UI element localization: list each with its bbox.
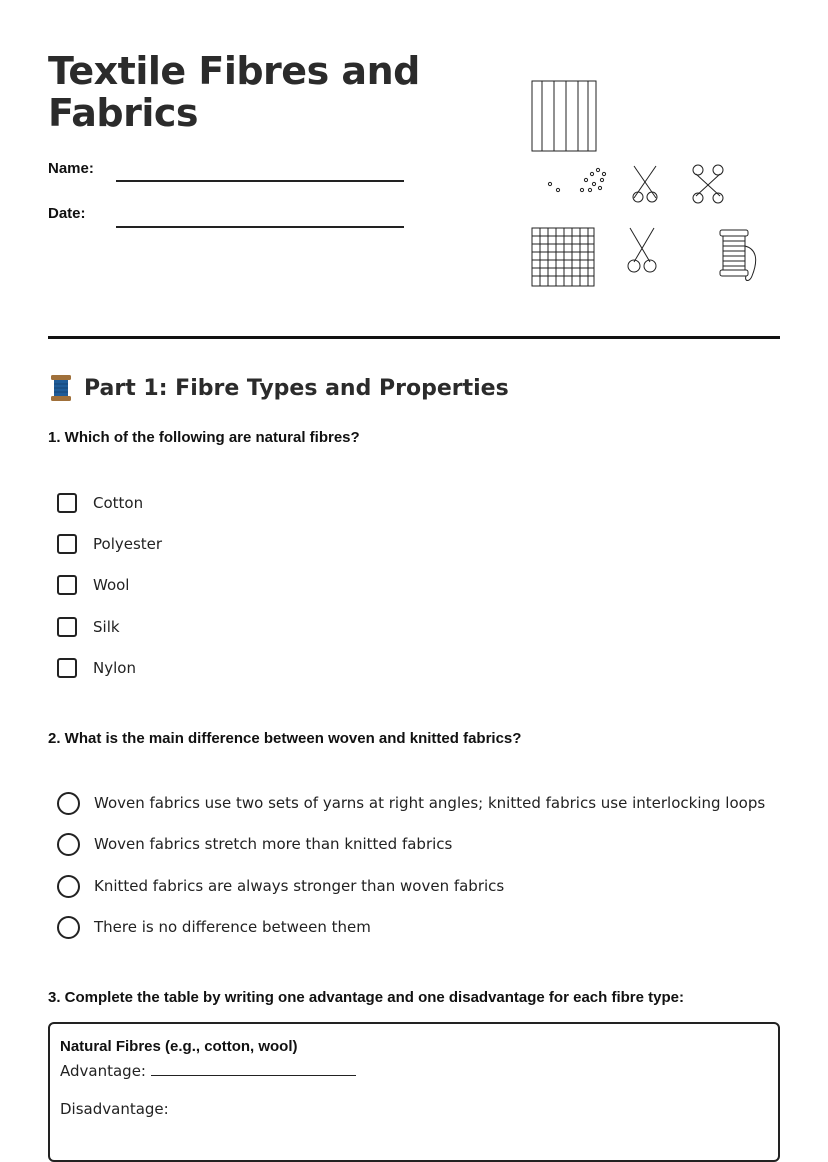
q1-option-nylon[interactable] — [57, 656, 136, 680]
name-label: Name: — [48, 160, 94, 177]
q1-option-polyester[interactable] — [57, 532, 162, 556]
radio-button[interactable] — [57, 833, 80, 856]
option-label: Woven fabrics stretch more than knitted fabrics — [94, 835, 453, 853]
question-1: 1. Which of the following are natural fibres? — [48, 429, 360, 446]
option-label: Nylon — [93, 659, 136, 677]
disadvantage-label: Disadvantage: — [60, 1100, 169, 1118]
checkbox[interactable] — [57, 617, 77, 637]
advantage-label: Advantage: — [60, 1062, 146, 1080]
option-label: Knitted fabrics are always stronger than woven fabrics — [94, 877, 505, 895]
q2-option-d[interactable] — [57, 915, 371, 939]
q2-option-c[interactable] — [57, 874, 504, 898]
checkbox[interactable] — [57, 534, 77, 554]
checkbox[interactable] — [57, 575, 77, 595]
q2-option-a[interactable] — [57, 791, 765, 815]
thread-spool-icon — [720, 230, 756, 281]
radio-button[interactable] — [57, 875, 80, 898]
option-label: There is no difference between them — [94, 918, 371, 936]
date-label: Date: — [48, 205, 86, 222]
scissors-icon — [693, 165, 723, 203]
section-title: Part 1: Fibre Types and Properties — [84, 375, 509, 401]
checkbox[interactable] — [57, 493, 77, 513]
page-title: Textile Fibres and Fabrics — [48, 49, 420, 135]
fabric-stripes-icon — [532, 81, 596, 151]
textile-illustration — [520, 70, 780, 300]
radio-button[interactable] — [57, 916, 80, 939]
section-divider — [48, 336, 780, 339]
section-heading — [48, 374, 509, 402]
date-field[interactable] — [116, 226, 404, 228]
option-label: Polyester — [93, 535, 163, 553]
advantage-row — [60, 1061, 768, 1080]
advantage-field[interactable] — [151, 1061, 356, 1076]
fibre-table — [48, 1022, 780, 1162]
dots-icon — [548, 168, 605, 191]
name-field[interactable] — [116, 180, 404, 182]
q2-option-b[interactable] — [57, 832, 452, 856]
option-label: Cotton — [93, 494, 144, 512]
option-label: Silk — [93, 618, 120, 636]
option-label: Woven fabrics use two sets of yarns at right angles; knitted fabrics use interlocking loops — [94, 794, 766, 812]
q1-option-wool[interactable] — [57, 573, 129, 597]
disadvantage-row — [60, 1100, 768, 1118]
grid-fabric-icon — [532, 228, 594, 286]
q1-option-silk[interactable] — [57, 615, 120, 639]
q1-option-cotton[interactable] — [57, 491, 143, 515]
option-label: Wool — [93, 576, 130, 594]
thread-spool-icon — [48, 374, 74, 402]
question-2: 2. What is the main difference between woven and knitted fabrics? — [48, 730, 522, 747]
fibre-name: Natural Fibres (e.g., cotton, wool) — [60, 1038, 298, 1055]
scissors-icon — [633, 166, 657, 202]
question-3: 3. Complete the table by writing one advantage and one disadvantage for each fibre type: — [48, 989, 684, 1006]
radio-button[interactable] — [57, 792, 80, 815]
checkbox[interactable] — [57, 658, 77, 678]
scissors-icon — [628, 228, 656, 272]
